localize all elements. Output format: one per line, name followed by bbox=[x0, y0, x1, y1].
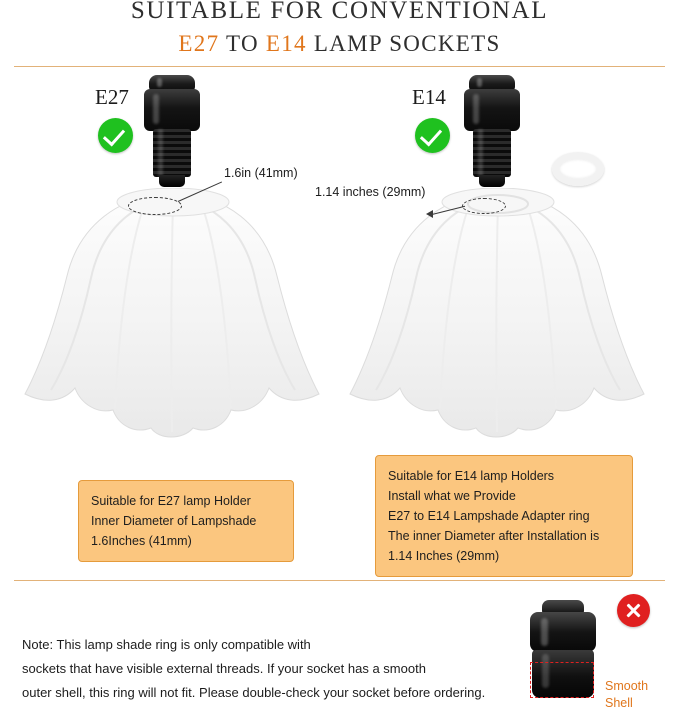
note-line-2: sockets that have visible external threads. If your socket has a smooth bbox=[22, 661, 426, 676]
title-line-1: SUITABLE FOR CONVENTIONAL bbox=[130, 0, 549, 24]
socket-tip bbox=[479, 175, 505, 187]
green-check-icon bbox=[415, 118, 450, 153]
green-check-icon bbox=[98, 118, 133, 153]
header bbox=[0, 0, 679, 57]
measure-label-e14: 1.14 inches (29mm) bbox=[315, 185, 426, 199]
note-line-3: outer shell, this ring will not fit. Please double-check your socket before ordering. bbox=[22, 685, 486, 700]
smooth-shell-highlight bbox=[530, 662, 594, 698]
title-line-2 bbox=[0, 31, 679, 57]
callout-e14 bbox=[375, 455, 633, 577]
callout-e14-line-2: Install what we Provide bbox=[388, 489, 516, 503]
panel-e14 bbox=[315, 70, 676, 570]
title-e27: E27 bbox=[178, 31, 220, 56]
lampshade-e27 bbox=[23, 188, 283, 438]
lampshade-e27-shape bbox=[23, 188, 323, 468]
socket-tip bbox=[159, 175, 185, 187]
callout-e14-line-5: 1.14 Inches (29mm) bbox=[388, 549, 500, 563]
divider-bottom bbox=[14, 580, 665, 581]
callout-e14-line-1: Suitable for E14 lamp Holders bbox=[388, 469, 555, 483]
lampshade-e14-shape bbox=[348, 188, 648, 468]
callout-e14-line-4: The inner Diameter after Installation is bbox=[388, 529, 600, 543]
panel-e27 bbox=[10, 70, 340, 570]
note-line-1: Note: This lamp shade ring is only compatible with bbox=[22, 637, 311, 652]
socket-threads bbox=[153, 129, 191, 177]
label-e14: E14 bbox=[412, 85, 446, 109]
compatibility-note bbox=[22, 633, 522, 705]
adapter-ring-icon bbox=[552, 152, 604, 186]
red-x-icon bbox=[617, 594, 650, 627]
measure-label-e27: 1.6in (41mm) bbox=[224, 166, 298, 180]
smooth-shell-label-line-1: Smooth bbox=[605, 679, 649, 693]
smooth-shell-socket bbox=[520, 600, 606, 710]
socket-body bbox=[464, 89, 520, 131]
socket-body bbox=[144, 89, 200, 131]
callout-e27-line-1: Suitable for E27 lamp Holder bbox=[91, 494, 251, 508]
divider-top bbox=[14, 66, 665, 67]
lampshade-e14 bbox=[348, 188, 608, 438]
opening-dashed-ellipse-e14 bbox=[462, 198, 506, 214]
callout-e27-line-2: Inner Diameter of Lampshade bbox=[91, 514, 257, 528]
smooth-shell-label-line-2: Shell bbox=[605, 696, 633, 710]
title-to: TO bbox=[219, 31, 266, 56]
label-e27: E27 bbox=[95, 85, 129, 109]
callout-e27 bbox=[78, 480, 294, 562]
callout-e14-line-3: E27 to E14 Lampshade Adapter ring bbox=[388, 509, 590, 523]
socket-threads bbox=[473, 129, 511, 177]
opening-dashed-ellipse-e27 bbox=[128, 197, 182, 215]
socket-body bbox=[530, 612, 596, 652]
adapter-ring-outer bbox=[552, 152, 604, 186]
title-suffix: LAMP SOCKETS bbox=[306, 31, 501, 56]
title-e14: E14 bbox=[265, 31, 307, 56]
smooth-shell-label bbox=[605, 678, 648, 712]
callout-e27-line-3: 1.6Inches (41mm) bbox=[91, 534, 192, 548]
